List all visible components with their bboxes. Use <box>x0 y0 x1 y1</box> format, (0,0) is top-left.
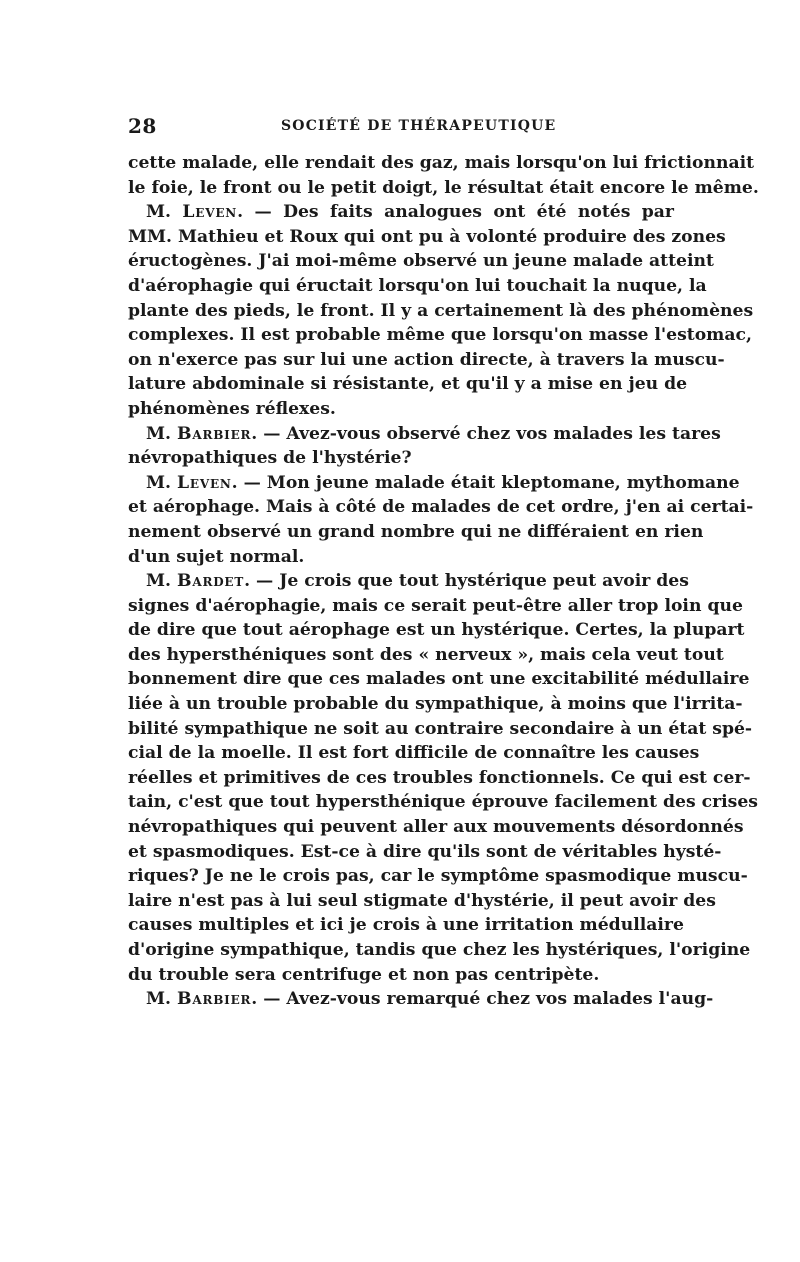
text-line: des hypersthéniques sont des « nerveux », mais cela veut tout <box>128 644 724 665</box>
text-line: lature abdominale si résistante, et qu'il y a mise en jeu de <box>128 374 688 395</box>
text-line: éructogènes. J'ai moi-même observé un jeune malade atteint <box>128 251 714 272</box>
text-line: d'un sujet normal. <box>128 546 305 567</box>
text-line: cette malade, elle rendait des gaz, mais lorsqu'on lui frictionnait <box>128 153 755 173</box>
text-line: de dire que tout aérophage est un hystérique. Certes, la plupart <box>128 620 745 641</box>
speaker-name: Leven <box>177 472 232 493</box>
text-line: cial de la moelle. Il est fort difficile de connaître les causes <box>128 743 700 764</box>
text-line: et aérophage. Mais à côté de malades de cet ordre, j'en ai certai- <box>128 497 754 518</box>
text-line: on n'exerce pas sur lui une action directe, à travers la muscu- <box>128 349 725 370</box>
text-line: névropathiques qui peuvent aller aux mouvements désordonnés <box>128 817 744 838</box>
text-line: nement observé un grand nombre qui ne différaient en rien <box>128 521 704 542</box>
text-line: phénomènes réflexes. <box>128 398 336 419</box>
speaker-line: M. Barbier. — Avez-vous remarqué chez vos malades l'aug- <box>146 989 714 1010</box>
text-line: tain, c'est que tout hypersthénique éprouve facilement des crises <box>128 792 758 813</box>
text-line: d'origine sympathique, tandis que chez les hystériques, l'origine <box>128 940 751 960</box>
speaker-line: M. Leven. — Mon jeune malade était kleptomane, mythomane <box>146 472 740 493</box>
speaker-name: Barbier <box>177 989 252 1010</box>
text-line: réelles et primitives de ces troubles fonctionnels. Ce qui est cer- <box>128 767 751 788</box>
running-head <box>128 114 674 138</box>
text-line: bonnement dire que ces malades ont une excitabilité médullaire <box>128 669 750 690</box>
speaker-line: M. Bardet. — Je crois que tout hystérique peut avoir des <box>146 571 689 592</box>
text-line: liée à un trouble probable du sympathique, à moins que l'irrita- <box>128 694 743 715</box>
text-line: riques? Je ne le crois pas, car le symptôme spasmodique muscu- <box>128 866 748 887</box>
text-line: causes multiples et ici je crois à une irritation médullaire <box>128 915 684 936</box>
text-line: d'aérophagie qui éructait lorsqu'on lui touchait la nuque, la <box>128 275 707 296</box>
page-number: 28 <box>128 114 157 138</box>
speaker-name: Barbier <box>177 423 252 444</box>
journal-title: SOCIÉTÉ DE THÉRAPEUTIQUE <box>281 118 557 134</box>
text-line: complexes. Il est probable même que lorsqu'on masse l'estomac, <box>128 325 752 346</box>
speaker-name: Leven <box>182 202 238 223</box>
text-line: et spasmodiques. Est-ce à dire qu'ils sont de véritables hysté- <box>128 841 722 862</box>
text-line: MM. Mathieu et Roux qui ont pu à volonté produire des zones <box>128 226 726 247</box>
text-line: du trouble sera centrifuge et non pas centripète. <box>128 964 600 985</box>
body-text <box>128 151 759 1012</box>
text-line: le foie, le front ou le petit doigt, le résultat était encore le même. <box>128 177 759 198</box>
speaker-line: M. Barbier. — Avez-vous observé chez vos malades les tares <box>146 423 721 444</box>
text-line: plante des pieds, le front. Il y a certainement là des phénomènes <box>128 300 754 321</box>
text-line: bilité sympathique ne soit au contraire secondaire à un état spé- <box>128 718 753 739</box>
text-line: laire n'est pas à lui seul stigmate d'hystérie, il peut avoir des <box>128 890 716 911</box>
speaker-line: M. Leven. — Des faits analogues ont été notés par <box>146 202 674 223</box>
text-line: signes d'aérophagie, mais ce serait peut-être aller trop loin que <box>128 595 743 616</box>
speaker-name: Bardet <box>177 571 245 592</box>
text-line: névropathiques de l'hystérie? <box>128 448 412 469</box>
